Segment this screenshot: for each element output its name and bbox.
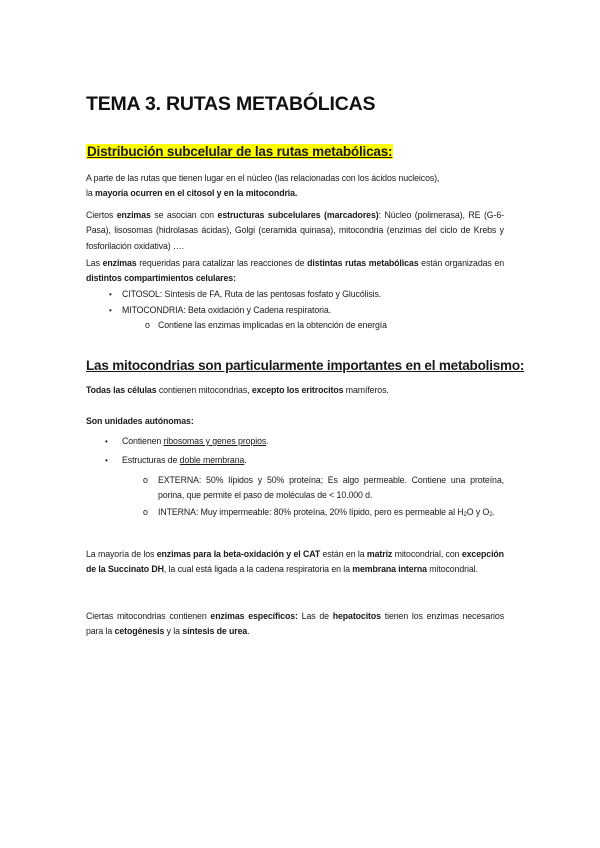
text-bold: enzimas para la beta-oxidación y el CAT xyxy=(156,549,321,559)
list-item-citosol: CITOSOL: Síntesis de FA, Ruta de las pentosas fosfato y Glucólisis. xyxy=(122,289,382,299)
paragraph-beta-oxidacion xyxy=(86,547,504,578)
paragraph-todas-celulas xyxy=(86,383,504,398)
text: : Núcleo (polimerasa), RE (G-6-Pasa), lisosomas (hidrolasas ácidas), Golgi (ceramida quinasa), mitocondria (enzimas del ciclo de Krebs y fosforilación oxidativa) …. xyxy=(86,210,504,251)
text-bold: distintas rutas metabólicas xyxy=(307,258,419,268)
text-bold: enzimas xyxy=(102,258,137,268)
text: mamíferos. xyxy=(343,385,389,395)
text: . xyxy=(247,626,250,637)
text-bold: síntesis de urea xyxy=(182,626,248,637)
subscript: 2 xyxy=(463,512,467,518)
text: . xyxy=(492,507,495,517)
text: Las de xyxy=(297,611,333,621)
paragraph-enzimas-estructuras xyxy=(86,208,504,254)
text-bold: estructuras subcelulares (marcadores) xyxy=(217,210,379,220)
circle-bullet-icon: o xyxy=(143,475,148,485)
text: INTERNA: Muy impermeable: 80% proteína, 20% lípido, pero es permeable al H xyxy=(158,507,464,517)
text: Estructuras de xyxy=(122,455,180,465)
text: Ciertos xyxy=(86,210,117,220)
list-item-doble-membrana xyxy=(122,453,247,468)
section-heading-mitocondrias: Las mitocondrias son particularmente importantes en el metabolismo: xyxy=(86,358,525,373)
page-title: TEMA 3. RUTAS METABÓLICAS xyxy=(86,93,376,115)
text: se asocian con xyxy=(150,210,218,220)
text: están en la xyxy=(320,549,367,559)
text-bold: cetogénesis xyxy=(114,626,165,637)
bullet-icon: • xyxy=(105,437,108,446)
text: . xyxy=(266,436,269,446)
section-heading-distribucion: Distribución subcelular de las rutas metabólicas: xyxy=(87,144,393,159)
circle-bullet-icon: o xyxy=(143,507,148,517)
list-subitem-externa: EXTERNA: 50% lípidos y 50% proteína; Es algo permeable. Contiene una proteína, porina, que permite el paso de moléculas de < 10.000 d. xyxy=(158,475,504,501)
list-subitem-energia: Contiene las enzimas implicadas en la obtención de energía xyxy=(158,320,387,330)
text-bold: membrana interna xyxy=(352,564,427,575)
text-bold: excepto los eritrocitos xyxy=(251,385,344,395)
text-underlined: doble membrana xyxy=(179,455,245,465)
bullet-icon: • xyxy=(109,290,112,299)
text: A parte de las rutas que tienen lugar en el núcleo (las relacionadas con los ácidos nucleicos), xyxy=(86,173,440,183)
text: . xyxy=(244,455,247,465)
text-bold: hepatocitos xyxy=(332,611,381,621)
text: Contienen xyxy=(122,436,164,446)
text: Ciertas mitocondrias contienen xyxy=(86,611,211,621)
bullet-icon: • xyxy=(109,306,112,315)
text: mitocondrial, con xyxy=(392,549,462,559)
text-underlined: ribosomas y genes propios xyxy=(163,436,267,446)
text-bold: enzimas específicos: xyxy=(210,611,298,621)
circle-bullet-icon: o xyxy=(145,320,150,330)
subscript: 2 xyxy=(489,512,493,518)
text-bold: distintos compartimientos celulares: xyxy=(86,273,236,284)
text: , la cual está ligada a la cadena respiratoria en la xyxy=(163,564,353,575)
text: Las xyxy=(86,258,103,268)
text: la xyxy=(86,188,95,199)
text: mitocondrial. xyxy=(426,564,478,575)
text-bold: Todas las células xyxy=(86,385,157,395)
paragraph-rutas xyxy=(86,171,504,202)
text: tienen los enzimas necesarios para la xyxy=(86,611,504,637)
text-bold: Son unidades autónomas: xyxy=(86,416,194,426)
paragraph-hepatocitos xyxy=(86,609,504,640)
subheading-unidades-autonomas xyxy=(86,414,504,429)
text-bold: matriz xyxy=(366,549,393,559)
text: La mayoría de los xyxy=(86,549,157,559)
list-subitem-interna xyxy=(158,505,504,523)
text: y la xyxy=(164,626,183,637)
paragraph-compartimientos xyxy=(86,256,504,287)
text: O y O xyxy=(466,507,490,517)
text-bold: excepción de la Succinato DH xyxy=(86,549,504,575)
text: están organizadas en xyxy=(418,258,504,268)
bullet-icon: • xyxy=(105,456,108,465)
text: contienen mitocondrias, xyxy=(156,385,252,395)
list-item-ribosomas xyxy=(122,434,269,449)
list-item-mitocondria: MITOCONDRIA: Beta oxidación y Cadena respiratoria. xyxy=(122,305,331,315)
text-bold: enzimas xyxy=(116,210,151,220)
text: requeridas para catalizar las reacciones de xyxy=(136,258,308,268)
text-bold: mayoría ocurren en el citosol y en la mitocondria. xyxy=(95,188,298,199)
